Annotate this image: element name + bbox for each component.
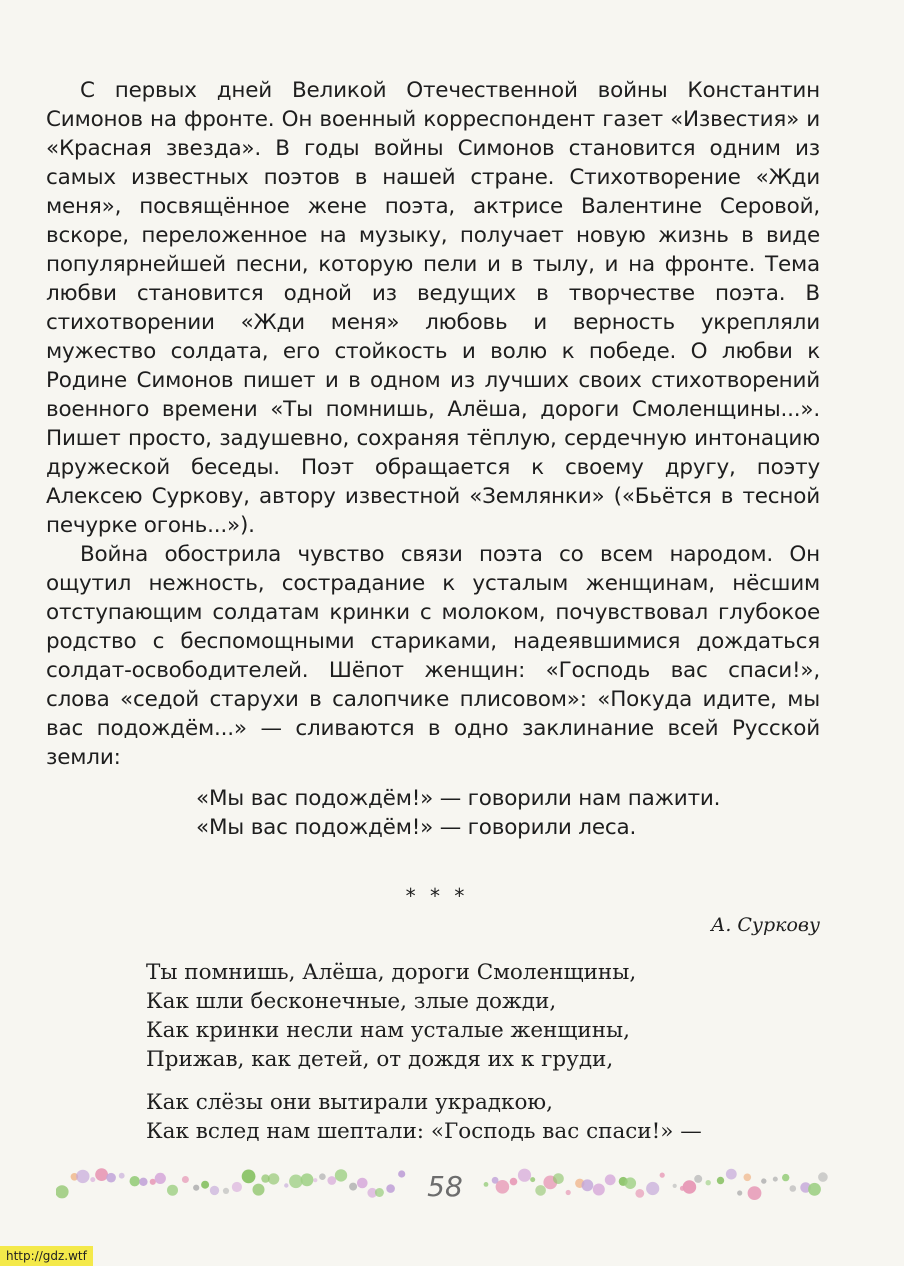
poem-dedication: А. Суркову (710, 914, 820, 936)
poem-stanza-2 (146, 1088, 846, 1146)
poem-line: Как слёзы они вытирали украдкою, (146, 1090, 553, 1115)
poem-line: Как кринки несли нам усталые женщины, (146, 1018, 630, 1043)
poem-line: Ты помнишь, Алёша, дороги Смоленщины, (146, 960, 637, 985)
poem-line: Как вслед нам шептали: «Господь вас спаси!» — (146, 1119, 702, 1144)
poem-stanza-1 (146, 958, 846, 1074)
decorative-dots-left-icon (56, 1162, 406, 1206)
source-watermark: http://gdz.wtf (0, 1246, 93, 1266)
page-number: 58 (427, 1170, 463, 1203)
quote-line-1: «Мы вас подождём!» — говорили нам пажити. (196, 786, 721, 811)
poem-line: Прижав, как детей, от дождя их к груди, (146, 1047, 614, 1072)
poem-separator: * * * (405, 884, 469, 908)
article-text (46, 76, 820, 772)
poem-line: Как шли бесконечные, злые дожди, (146, 989, 557, 1014)
poem-text (146, 958, 846, 1160)
paragraph-2: Война обострила чувство связи поэта со всем народом. Он ощутил нежность, сострадание к усталым женщинам, нёсшим отступающим солдатам кринки с молоком, почувствовал глубокое родство с беспомощными стариками, надеявшимися дождаться солдат-освободителей. Шёпот женщин: «Господь вас спаси!», слова «седой старухи в салопчике плисовом»: «Покуда идите, мы вас подождём...» — сливаются в одно заклинание всей Русской земли: (46, 542, 820, 770)
quote-line-2: «Мы вас подождём!» — говорили леса. (196, 815, 637, 840)
page-footer (50, 1162, 840, 1206)
decorative-dots-right-icon (480, 1162, 832, 1206)
epigraph-quote (196, 784, 816, 842)
paragraph-1: С первых дней Великой Отечественной войны Константин Симонов на фронте. Он военный корреспондент газет «Известия» и «Красная звезда». В годы войны Симонов становится одним из самых известных поэтов в нашей стране. Стихотворение «Жди меня», посвящённое жене поэта, актрисе Валентине Серовой, вскоре, переложенное на музыку, получает новую жизнь в виде популярнейшей песни, которую пели и в тылу, и на фронте. Тема любви становится одной из ведущих в творчестве поэта. В стихотворении «Жди меня» любовь и верность укрепляли мужество солдата, его стойкость и волю к победе. О любви к Родине Симонов пишет и в одном из лучших своих стихотворений военного времени «Ты помнишь, Алёша, дороги Смоленщины...». Пишет просто, задушевно, сохраняя тёплую, сердечную интонацию дружеской беседы. Поэт обращается к своему другу, поэту Алексею Суркову, автору известной «Землянки» («Бьётся в тесной печурке огонь...»). (46, 78, 820, 538)
